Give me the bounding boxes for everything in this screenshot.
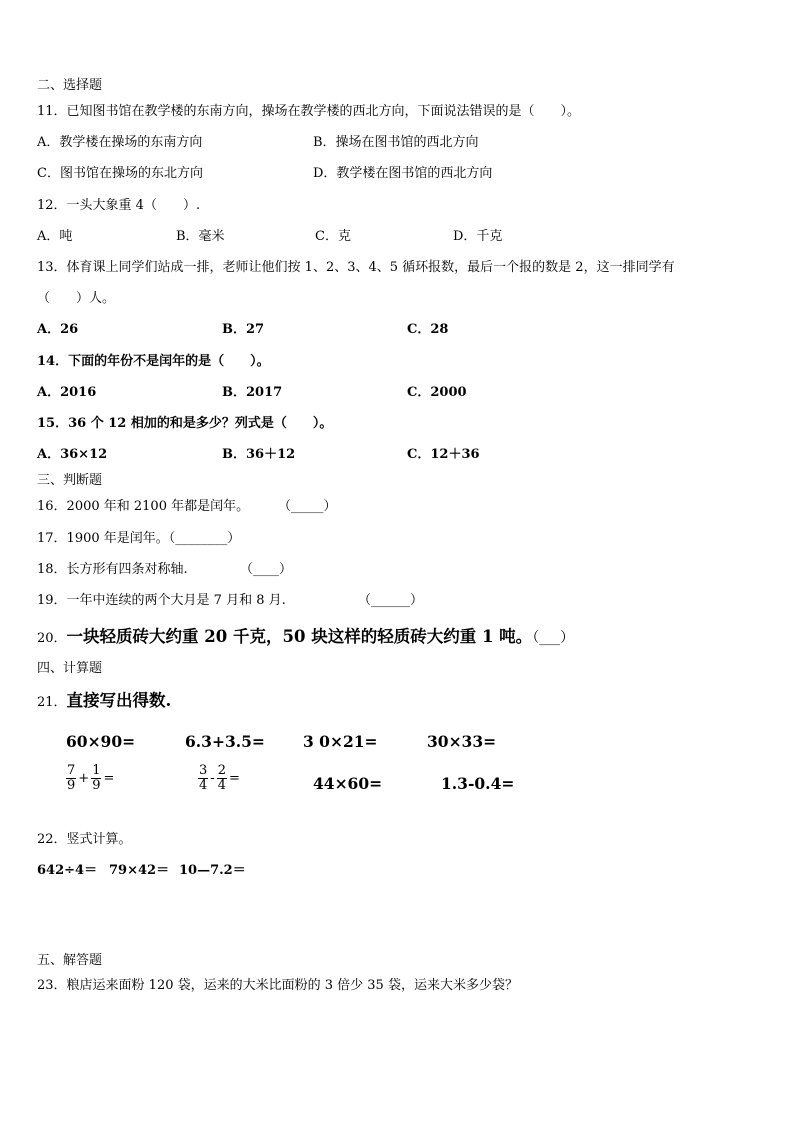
calc-item: 3 0×21= [303, 732, 378, 751]
q11-option-b: B．操场在图书馆的西北方向 [313, 135, 479, 150]
denominator: 9 [92, 778, 101, 793]
fraction [217, 764, 227, 793]
question-15: 15．36 个 12 相加的和是多少？列式是（ ）。 [37, 416, 333, 431]
q19-blank: （______） [358, 593, 424, 608]
q15-option-a: A．36×12 [37, 447, 108, 462]
section-heading-answer: 五、解答题 [37, 953, 103, 968]
q14-option-b: B．2017 [222, 385, 283, 400]
q17-blank: （________） [168, 531, 241, 546]
fraction [91, 764, 101, 793]
numerator: 3 [199, 763, 208, 778]
question-14: 14．下面的年份不是闰年的是（ ）。 [37, 354, 270, 369]
q11-option-c: C．图书馆在操场的东北方向 [37, 166, 203, 181]
q15-option-b: B．36＋12 [222, 447, 296, 462]
q12-option-d: D．千克 [453, 229, 503, 244]
calc-item: 60×90= [66, 732, 136, 751]
calc-item: 30×33= [427, 732, 497, 751]
vertical-calc-item: 10—7.2＝ [179, 863, 246, 878]
question-13-cont: （ ）人。 [37, 291, 116, 306]
denominator: 4 [217, 778, 226, 793]
q15-option-c: C．12＋36 [407, 447, 480, 462]
calc-item: 1.3-0.4= [441, 774, 515, 793]
question-12: 12．一头大象重 4（ ）. [37, 198, 201, 213]
fraction-expression-2 [198, 764, 242, 793]
q11-option-d: D．教学楼在图书馆的西北方向 [313, 166, 493, 181]
q18-blank: （____） [240, 562, 293, 577]
q11-option-a: A．教学楼在操场的东南方向 [37, 135, 203, 150]
calc-item: 6.3+3.5= [185, 732, 265, 751]
question-21-title: 直接写出得数. [66, 691, 172, 710]
q13-option-b: B．27 [222, 322, 265, 337]
q12-option-a: A．吨 [37, 229, 73, 244]
vertical-calc-item: 642÷4＝ [37, 863, 98, 878]
equals: = [103, 771, 115, 786]
question-20-text: 一块轻质砖大约重 20 千克，50 块这样的轻质砖大约重 1 吨。 [66, 627, 533, 646]
question-20 [37, 627, 574, 647]
calc-item: 44×60= [313, 774, 383, 793]
equals: = [228, 771, 240, 786]
question-11: 11．已知图书馆在教学楼的东南方向，操场在教学楼的西北方向，下面说法错误的是（ ）。 [37, 104, 581, 119]
question-21-number: 21． [37, 695, 67, 710]
question-17 [37, 531, 240, 547]
denominator: 9 [67, 778, 76, 793]
q12-option-c: C．克 [315, 229, 351, 244]
numerator: 1 [92, 763, 101, 778]
question-22: 22．竖式计算。 [37, 832, 132, 847]
fraction [66, 764, 76, 793]
q14-option-c: C．2000 [407, 385, 467, 400]
numerator: 2 [217, 763, 226, 778]
section-heading-judge: 三、判断题 [37, 473, 103, 488]
section-heading-choice: 二、选择题 [37, 78, 103, 93]
q16-blank: （_____） [278, 499, 337, 514]
question-20-number: 20． [37, 631, 67, 646]
question-23: 23．粮店运来面粉 120 袋，运来的大米比面粉的 3 倍少 35 袋，运来大米多少袋？ [37, 978, 518, 993]
question-18: 18．长方形有四条对称轴. [37, 562, 188, 577]
section-heading-calc: 四、计算题 [37, 661, 103, 676]
question-13: 13．体育课上同学们站成一排，老师让他们按 1、2、3、4、5 循环报数，最后一个报的数是 2，这一排同学有 [37, 260, 675, 275]
q13-option-c: C．28 [407, 322, 449, 337]
question-21 [37, 691, 171, 711]
operator: - [210, 771, 215, 786]
numerator: 7 [67, 763, 76, 778]
q13-option-a: A．26 [37, 322, 79, 337]
question-16: 16．2000 年和 2100 年都是闰年。 [37, 499, 250, 514]
denominator: 4 [199, 778, 208, 793]
q12-option-b: B．毫米 [176, 229, 225, 244]
question-17-text: 17．1900 年是闰年。 [37, 531, 169, 546]
fraction [198, 764, 208, 793]
question-19: 19．一年中连续的两个大月是 7 月和 8 月. [37, 593, 286, 608]
operator: + [78, 771, 90, 786]
fraction-expression-1 [66, 764, 116, 793]
q20-blank: （___） [532, 630, 575, 646]
q14-option-a: A．2016 [37, 385, 97, 400]
vertical-calc-item: 79×42＝ [109, 863, 170, 878]
